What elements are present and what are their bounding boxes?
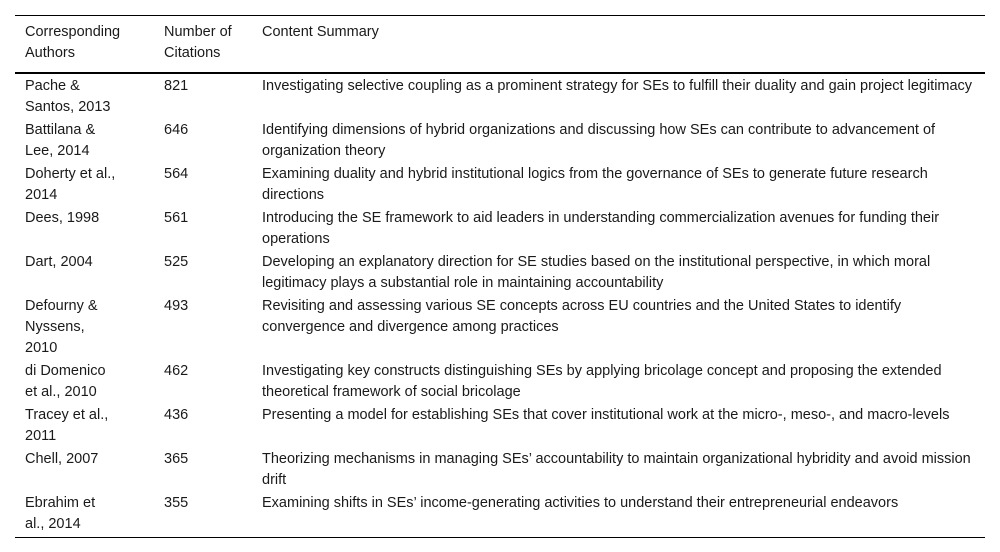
cell-authors: Battilana & Lee, 2014 bbox=[25, 122, 96, 159]
table-row bbox=[15, 164, 985, 208]
cell-citations: 436 bbox=[164, 407, 189, 423]
cell-authors: Dart, 2004 bbox=[25, 254, 93, 270]
header-citations: Number of Citations bbox=[164, 24, 232, 61]
cell-summary: Revisiting and assessing various SE concepts across EU countries and the United States to identify convergence and divergence among practices bbox=[262, 298, 902, 335]
cell-summary: Examining shifts in SEs’ income-generating activities to understand their entrepreneurial endeavors bbox=[262, 495, 899, 511]
table-row bbox=[15, 361, 985, 405]
cell-summary: Investigating selective coupling as a prominent strategy for SEs to fulfill their duality and gain project legitimacy bbox=[262, 78, 973, 94]
table-row bbox=[15, 296, 985, 361]
table-row bbox=[15, 208, 985, 252]
cell-authors: Chell, 2007 bbox=[25, 451, 99, 467]
cell-authors: Dees, 1998 bbox=[25, 210, 100, 226]
cell-citations: 564 bbox=[164, 166, 189, 182]
table-body bbox=[15, 73, 985, 538]
cell-authors: Tracey et al., 2011 bbox=[25, 407, 109, 444]
header-authors: Corresponding Authors bbox=[25, 24, 121, 61]
table-row bbox=[15, 73, 985, 120]
cell-citations: 365 bbox=[164, 451, 189, 467]
citations-table-container bbox=[15, 15, 985, 538]
cell-citations: 462 bbox=[164, 363, 189, 379]
cell-citations: 561 bbox=[164, 210, 189, 226]
citations-table bbox=[15, 15, 985, 538]
cell-citations: 821 bbox=[164, 78, 189, 94]
cell-citations: 646 bbox=[164, 122, 189, 138]
header-row bbox=[15, 16, 985, 74]
cell-citations: 493 bbox=[164, 298, 189, 314]
table-row bbox=[15, 120, 985, 164]
cell-authors: Pache & Santos, 2013 bbox=[25, 78, 111, 115]
cell-authors: Ebrahim et al., 2014 bbox=[25, 495, 96, 532]
cell-summary: Investigating key constructs distinguishing SEs by applying bricolage concept and proposing the extended theoretical framework of social bricolage bbox=[262, 363, 942, 400]
cell-citations: 355 bbox=[164, 495, 189, 511]
cell-summary: Theorizing mechanisms in managing SEs’ accountability to maintain organizational hybridity and avoid mission drift bbox=[262, 451, 971, 488]
cell-authors: Doherty et al., 2014 bbox=[25, 166, 116, 203]
table-row bbox=[15, 493, 985, 538]
cell-authors: di Domenico et al., 2010 bbox=[25, 363, 106, 400]
cell-summary: Examining duality and hybrid institutional logics from the governance of SEs to generate future research directions bbox=[262, 166, 928, 203]
cell-summary: Introducing the SE framework to aid leaders in understanding commercialization avenues for funding their operations bbox=[262, 210, 940, 247]
header-summary: Content Summary bbox=[262, 24, 379, 40]
table-header bbox=[15, 16, 985, 74]
cell-summary: Identifying dimensions of hybrid organizations and discussing how SEs can contribute to advancement of organization theory bbox=[262, 122, 936, 159]
table-row bbox=[15, 449, 985, 493]
cell-authors: Defourny & Nyssens, 2010 bbox=[25, 298, 98, 356]
cell-summary: Developing an explanatory direction for SE studies based on the institutional perspective, in which moral legitimacy plays a substantial role in maintaining accountability bbox=[262, 254, 931, 291]
cell-summary: Presenting a model for establishing SEs that cover institutional work at the micro-, meso-, and macro-levels bbox=[262, 407, 950, 423]
cell-citations: 525 bbox=[164, 254, 189, 270]
table-row bbox=[15, 252, 985, 296]
table-row bbox=[15, 405, 985, 449]
